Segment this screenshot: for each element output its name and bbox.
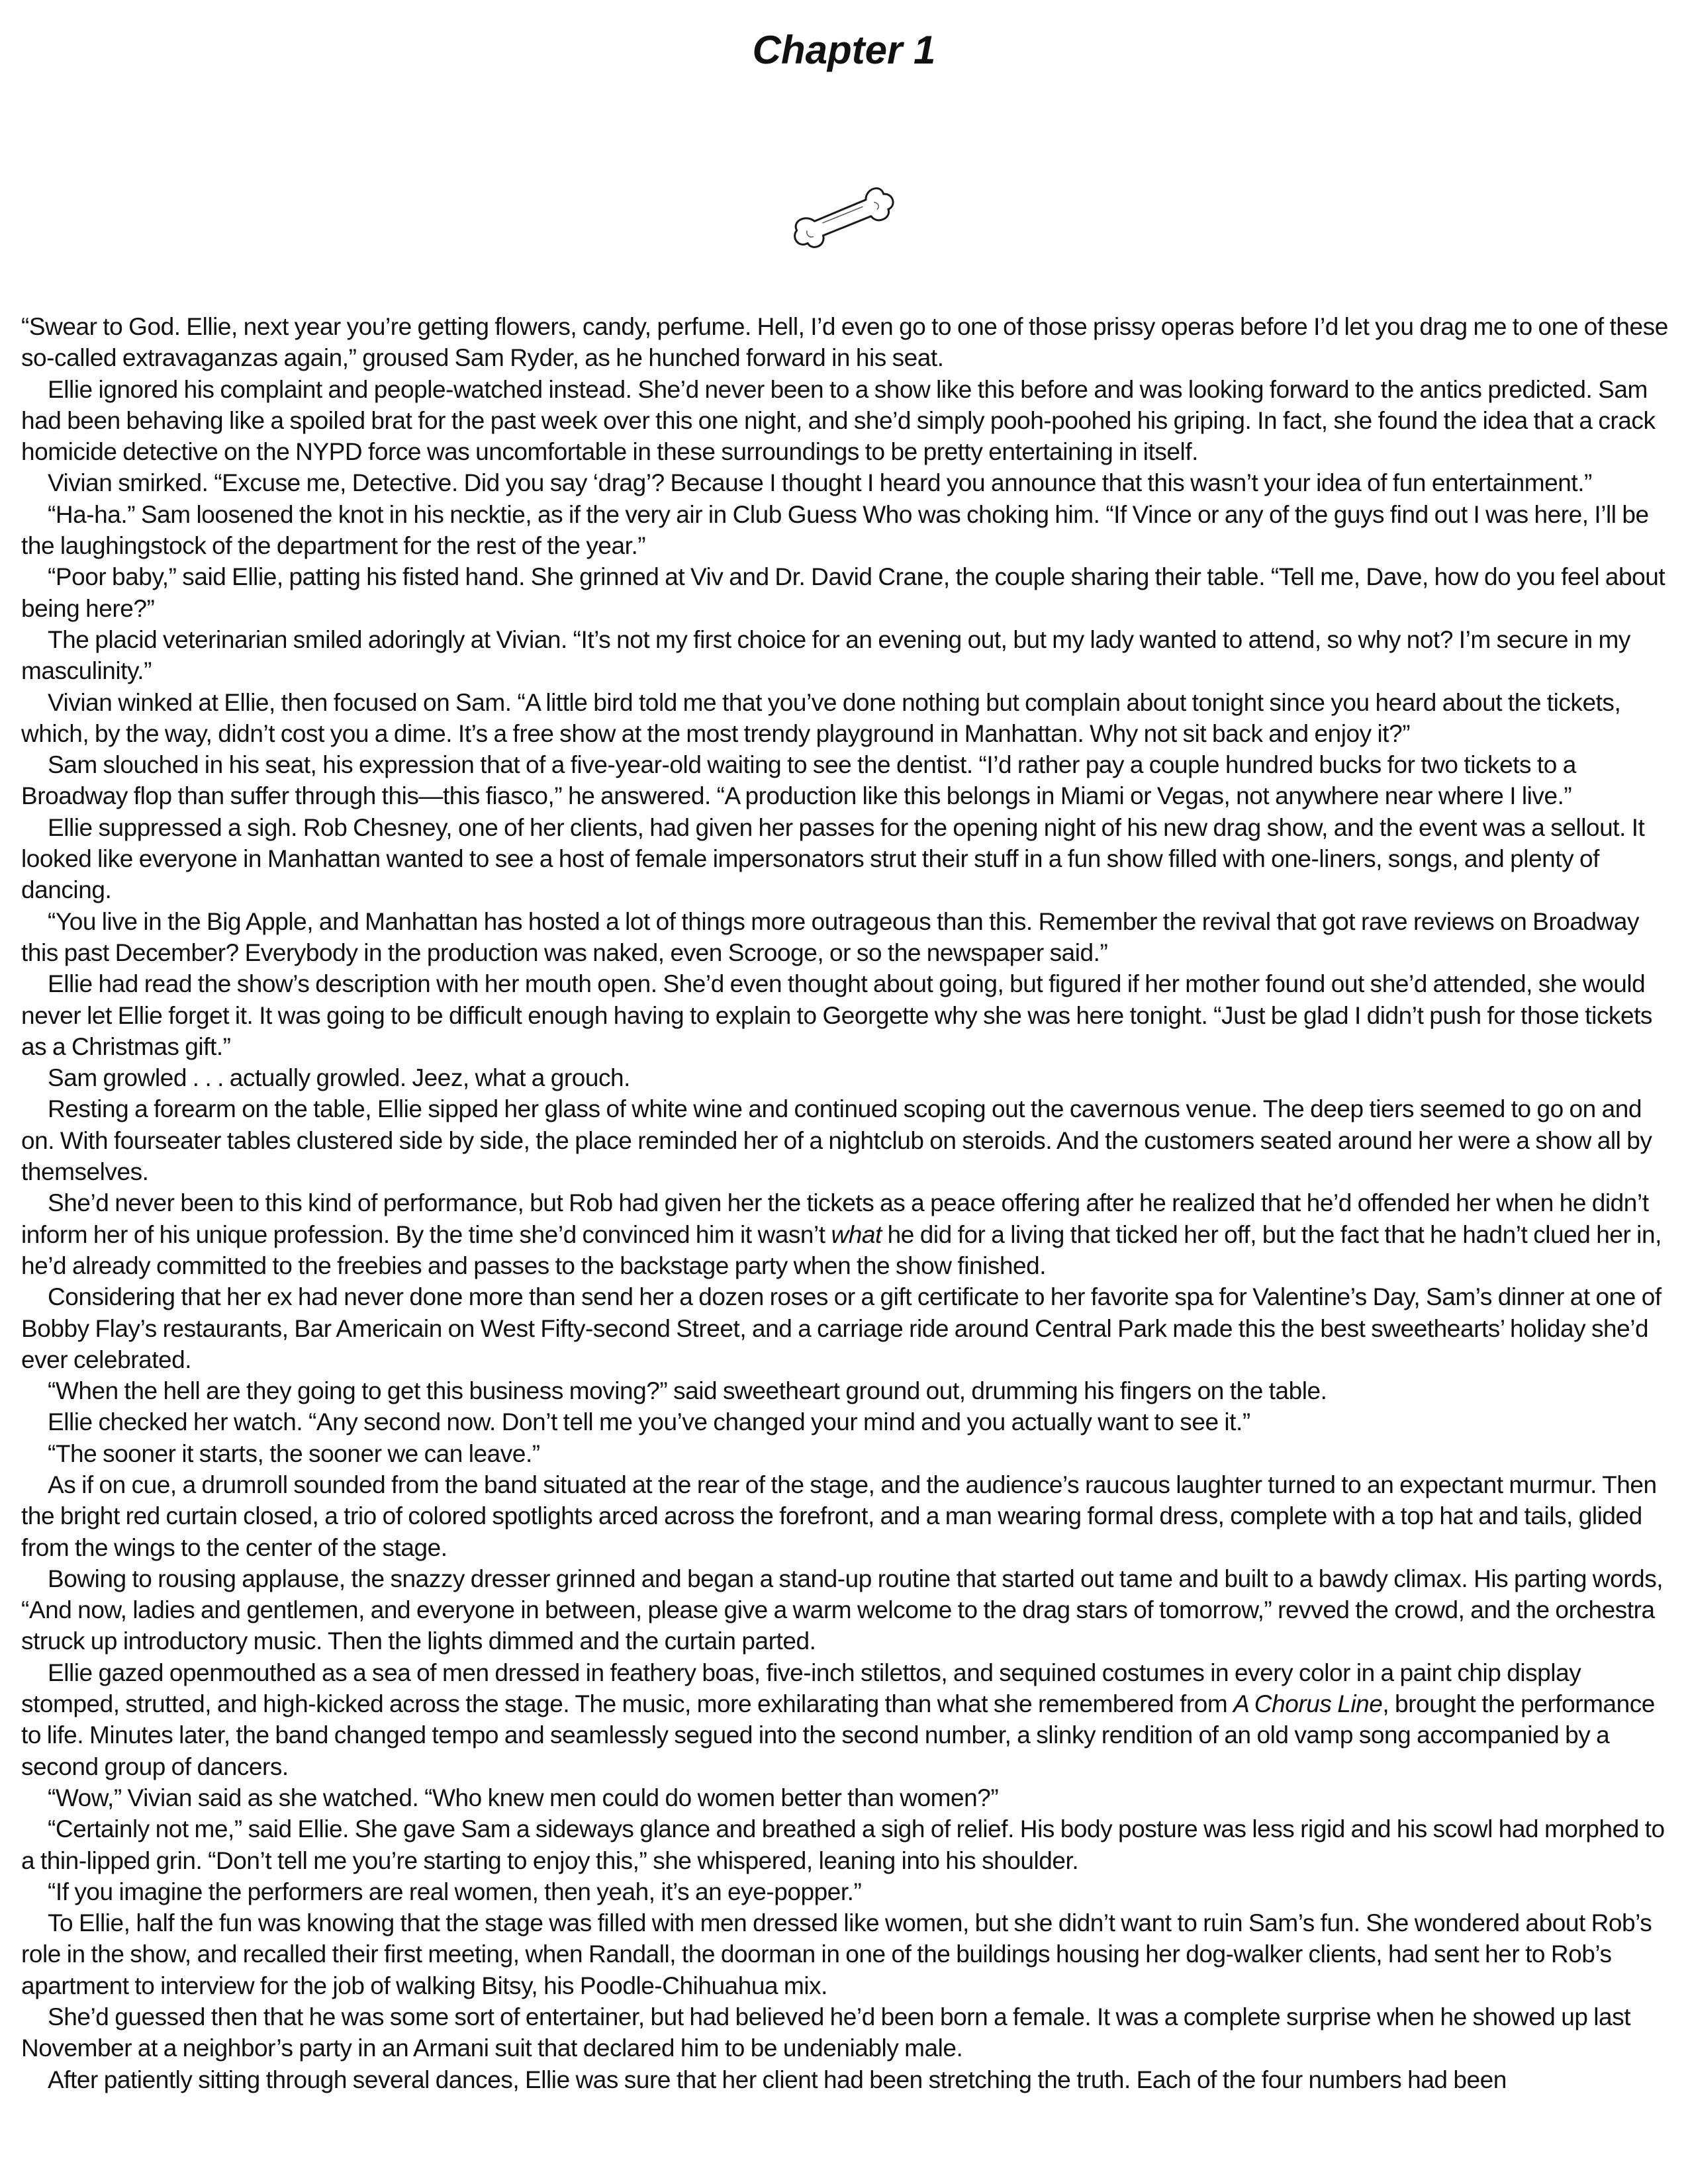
paragraph-text: , brought the performance to life. Minutes later, the band changed tempo and seamlessly segued into the second number, a slinky rendition of an old vamp song accompanied by a second group of dancers. — [21, 1690, 1655, 1780]
paragraph: After patiently sitting through several dances, Ellie was sure that her client had been stretching the truth. Each of the four numbers had been — [48, 2066, 1507, 2093]
paragraph: “When the hell are they going to get this business moving?” said sweetheart ground out, drumming his fingers on the table. — [48, 1377, 1327, 1405]
emphasis: what — [831, 1220, 882, 1248]
paragraph: Ellie had read the show’s description with her mouth open. She’d even thought about going, but figured if her mother found out she’d attended, she would never let Ellie forget it. It was going to be difficult enough having to explain to Georgette why she was here tonight. “Just be glad I didn’t push for those tickets as a Christmas gift.” — [21, 970, 1652, 1060]
paragraph: She’d guessed then that he was some sort of entertainer, but had believed he’d been born a female. It was a complete surprise when he showed up last November at a neighbor’s party in an Armani suit that declared him to be undeniably male. — [21, 2003, 1631, 2062]
paragraph — [21, 1657, 1669, 1782]
chapter-title: Chapter 1 — [752, 28, 936, 72]
paragraph: Sam slouched in his seat, his expression that of a five-year-old waiting to see the dentist. “I’d rather pay a couple hundred bucks for two tickets to a Broadway flop than suffer through this—this fiasco,” he answered. “A production like this belongs in Miami or Vegas, not anywhere near where I live.” — [21, 751, 1576, 810]
paragraph: To Ellie, half the fun was knowing that the stage was filled with men dressed like women, but she didn’t want to ruin Sam’s fun. She wondered about Rob’s role in the show, and recalled their first meeting, when Randall, the doorman in one of the buildings housing her dog-walker clients, had sent her to Rob’s apartment to interview for the job of walking Bitsy, his Poodle-Chihuahua mix. — [21, 1909, 1652, 1999]
paragraph: Sam growled . . . actually growled. Jeez, what a grouch. — [48, 1064, 630, 1092]
paragraph: “Ha-ha.” Sam loosened the knot in his necktie, as if the very air in Club Guess Who was choking him. “If Vince or any of the guys find out I was here, I’ll be the laughingstock of the department for the rest of the year.” — [21, 500, 1649, 560]
paragraph: Ellie checked her watch. “Any second now. Don’t tell me you’ve changed your mind and you actually want to see it.” — [48, 1408, 1250, 1436]
paragraph: Vivian winked at Ellie, then focused on Sam. “A little bird told me that you’ve done nothing but complain about tonight since you heard about the tickets, which, by the way, didn’t cost you a dime. It’s a free show at the most trendy playground in Manhattan. Why not sit back and enjoy it?” — [21, 688, 1621, 747]
paragraph-text: he did for a living that ticked her off, but the fact that he hadn’t clued her in, he’d already committed to the freebies and passes to the backstage party when the show finished. — [21, 1220, 1662, 1279]
paragraph: “If you imagine the performers are real women, then yeah, it’s an eye-popper.” — [48, 1878, 862, 1905]
paragraph: Resting a forearm on the table, Ellie sipped her glass of white wine and continued scoping out the cavernous venue. The deep tiers seemed to go on and on. With fourseater tables clustered side by side, the place reminded her of a nightclub on steroids. And the customers seated around her were a show all by themselves. — [21, 1095, 1652, 1186]
paragraph: “Swear to God. Ellie, next year you’re getting flowers, candy, perfume. Hell, I’d even go to one of those prissy operas before I’d let you drag me to one of these so-called extravaganzas again,” groused Sam Ryder, as he hunched forward in his seat. — [21, 313, 1668, 372]
paragraph — [21, 1187, 1669, 1281]
paragraph: Vivian smirked. “Excuse me, Detective. Did you say ‘drag’? Because I thought I heard you announce that this wasn’t your idea of fun entertainment.” — [48, 469, 1592, 497]
chapter-body — [21, 311, 1669, 2095]
paragraph: “Certainly not me,” said Ellie. She gave Sam a sideways glance and breathed a sigh of relief. His body posture was less rigid and his scowl had morphed to a thin-lipped grin. “Don’t tell me you’re starting to enjoy this,” she whispered, leaning into his shoulder. — [21, 1815, 1665, 1874]
paragraph: As if on cue, a drumroll sounded from the band situated at the rear of the stage, and the audience’s raucous laughter turned to an expectant murmur. Then the bright red curtain closed, a trio of colored spotlights arced across the forefront, and a man wearing formal dress, complete with a top hat and tails, glided from the wings to the center of the stage. — [21, 1471, 1657, 1561]
paragraph: The placid veterinarian smiled adoringly at Vivian. “It’s not my first choice for an evening out, but my lady wanted to attend, so why not? I’m secure in my masculinity.” — [21, 625, 1630, 685]
paragraph: Considering that her ex had never done more than send her a dozen roses or a gift certificate to her favorite spa for Valentine’s Day, Sam’s dinner at one of Bobby Flay’s restaurants, Bar Americain on West Fifty-second Street, and a carriage ride around Central Park made this the best sweethearts’ holiday she’d ever celebrated. — [21, 1283, 1662, 1373]
dog-bone-icon — [784, 173, 904, 259]
paragraph: “You live in the Big Apple, and Manhattan has hosted a lot of things more outrageous than this. Remember the revival that got rave reviews on Broadway this past December? Everybody in the production was naked, even Scrooge, or so the newspaper said.” — [21, 907, 1640, 966]
paragraph: “The sooner it starts, the sooner we can leave.” — [48, 1439, 540, 1467]
paragraph-text: She’d never been to this kind of performance, but Rob had given her the tickets as a peace offering after he realized that he’d offended her when he didn’t inform her of his unique profession. By the time she’d convinced him it wasn’t — [21, 1189, 1649, 1248]
paragraph: “Poor baby,” said Ellie, patting his fisted hand. She grinned at Viv and Dr. David Crane, the couple sharing their table. “Tell me, Dave, how do you feel about being here?” — [21, 563, 1665, 622]
paragraph: Ellie suppressed a sigh. Rob Chesney, one of her clients, had given her passes for the opening night of his new drag show, and the event was a sellout. It looked like everyone in Manhattan wanted to see a host of female impersonators strut their stuff in a fun show filled with one-liners, songs, and plenty of dancing. — [21, 813, 1645, 904]
paragraph: “Wow,” Vivian said as she watched. “Who knew men could do women better than women?” — [48, 1784, 999, 1811]
book-title: A Chorus Line — [1233, 1690, 1383, 1718]
paragraph: Ellie ignored his complaint and people-watched instead. She’d never been to a show like this before and was looking forward to the antics predicted. Sam had been behaving like a spoiled brat for the past week over this one night, and she’d simply pooh-poohed his griping. In fact, she found the idea that a crack homicide detective on the NYPD force was uncomfortable in these surroundings to be pretty entertaining in itself. — [21, 375, 1656, 466]
paragraph-text: Ellie gazed openmouthed as a sea of men dressed in feathery boas, five-inch stilettos, and sequined costumes in every color in a paint chip display stomped, strutted, and high-kicked across the stage. The music, more exhilarating than what she remembered from — [21, 1659, 1581, 1718]
paragraph: Bowing to rousing applause, the snazzy dresser grinned and began a stand-up routine that started out tame and built to a bawdy climax. His parting words, “And now, ladies and gentlemen, and everyone in between, please give a warm welcome to the drag stars of tomorrow,” revved the crowd, and the orchestra struck up introductory music. Then the lights dimmed and the curtain parted. — [21, 1565, 1664, 1655]
